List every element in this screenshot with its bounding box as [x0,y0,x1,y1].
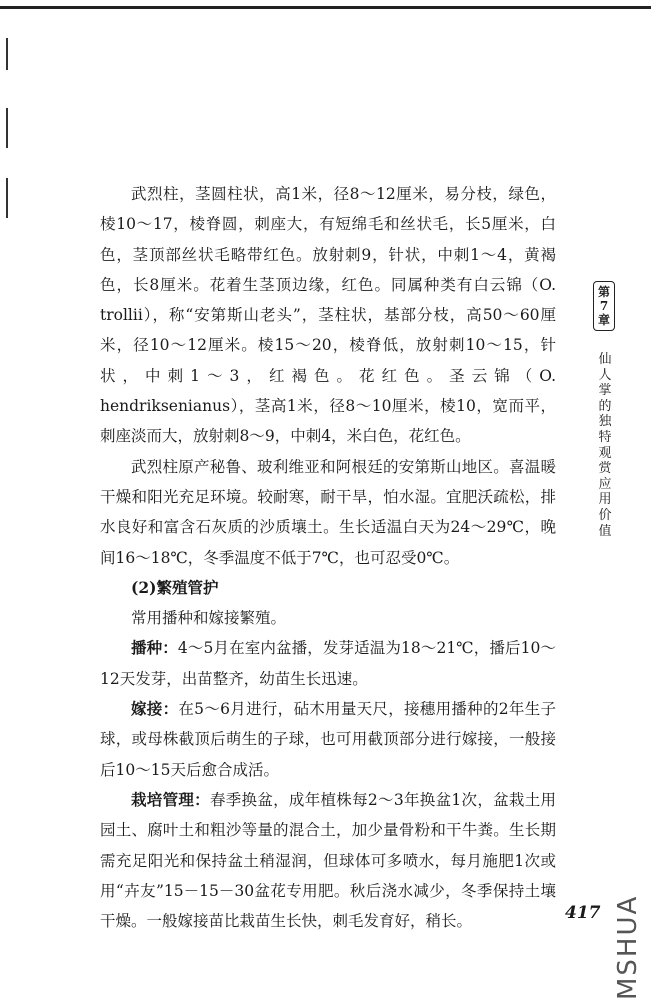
item-text: 春季换盆，成年植株每2～3年换盆1次，盆栽土用园土、腐叶土和粗沙等量的混合土，加少量骨粉和干牛粪。生长期需充足阳光和保持盆土稍湿润，但球体可多喷水，每月施肥1次或用“卉友”15－15－30盆花专用肥。秋后浇水减少，冬季保持土壤干燥。一般嫁接苗比栽苗生长快，刺毛发育好，稍长。 [100,790,556,931]
item-cultivation [100,785,556,936]
margin-mark [6,108,8,148]
top-rule [0,6,651,9]
chapter-title: 仙人掌的独特观赏应用价值 [598,352,612,539]
margin-mark [6,178,8,218]
section-heading: (2)繁殖管护 [131,577,219,597]
intro-line: 常用播种和嫁接繁殖。 [131,609,287,628]
chapter-suffix: 章 [597,313,610,327]
watermark: MSHUA [613,894,643,1000]
item-text: 在5～6月进行，砧木用量天尺，接穗用播种的2年生子球，或母株截顶后萌生的子球，也可用截顶部分进行嫁接，一般接后10～15天后愈合成活。 [100,700,556,779]
item-text: 4～5月在室内盆播，发芽适温为18～21℃，播后10～12天发芽，出苗整齐，幼苗生长迅速。 [100,639,556,688]
paragraph-description: 武烈柱，茎圆柱状，高1米，径8～12厘米，易分枝，绿色，棱10～17，棱脊圆，刺座大，有短绵毛和丝状毛，长5厘米，白色，茎顶部丝状毛略带红色。放射刺9，针状，中刺1～4，黄褐色，长8厘米。花着生茎顶边缘，红色。同属种类有白云锦（O. trollii），称“安第斯山老头”，茎柱状，基部分枝，高50～60厘米，径10～12厘米。棱15～20，棱脊低，放射刺10～15，针状，中刺1～3，红褐色。花红色。圣云锦（O. hendriksenianus），茎高1米，径8～10厘米，棱10，宽而平，刺座淡而大，放射刺8～9，中刺4，米白色，花红色。 [100,185,556,446]
item-lead: 栽培管理： [131,789,210,809]
paragraph-habitat: 武烈柱原产秘鲁、玻利维亚和阿根廷的安第斯山地区。喜温暖干燥和阳光充足环境。较耐寒，耐干旱，怕水湿。宜肥沃疏松，排水良好和富含石灰质的沙质壤土。生长适温白天为24～29℃，晚间16～18℃，冬季温度不低于7℃，也可忍受0℃。 [100,457,556,567]
margin-mark [6,38,8,70]
item-sowing [100,633,556,694]
item-grafting [100,694,556,785]
chapter-number: 7 [599,299,609,313]
chapter-prefix: 第 [597,285,610,299]
item-lead: 嫁接： [131,699,179,719]
item-lead: 播种： [131,638,178,658]
page-number: 417 [565,903,601,923]
body-text [100,179,556,936]
chapter-tab [593,281,615,331]
